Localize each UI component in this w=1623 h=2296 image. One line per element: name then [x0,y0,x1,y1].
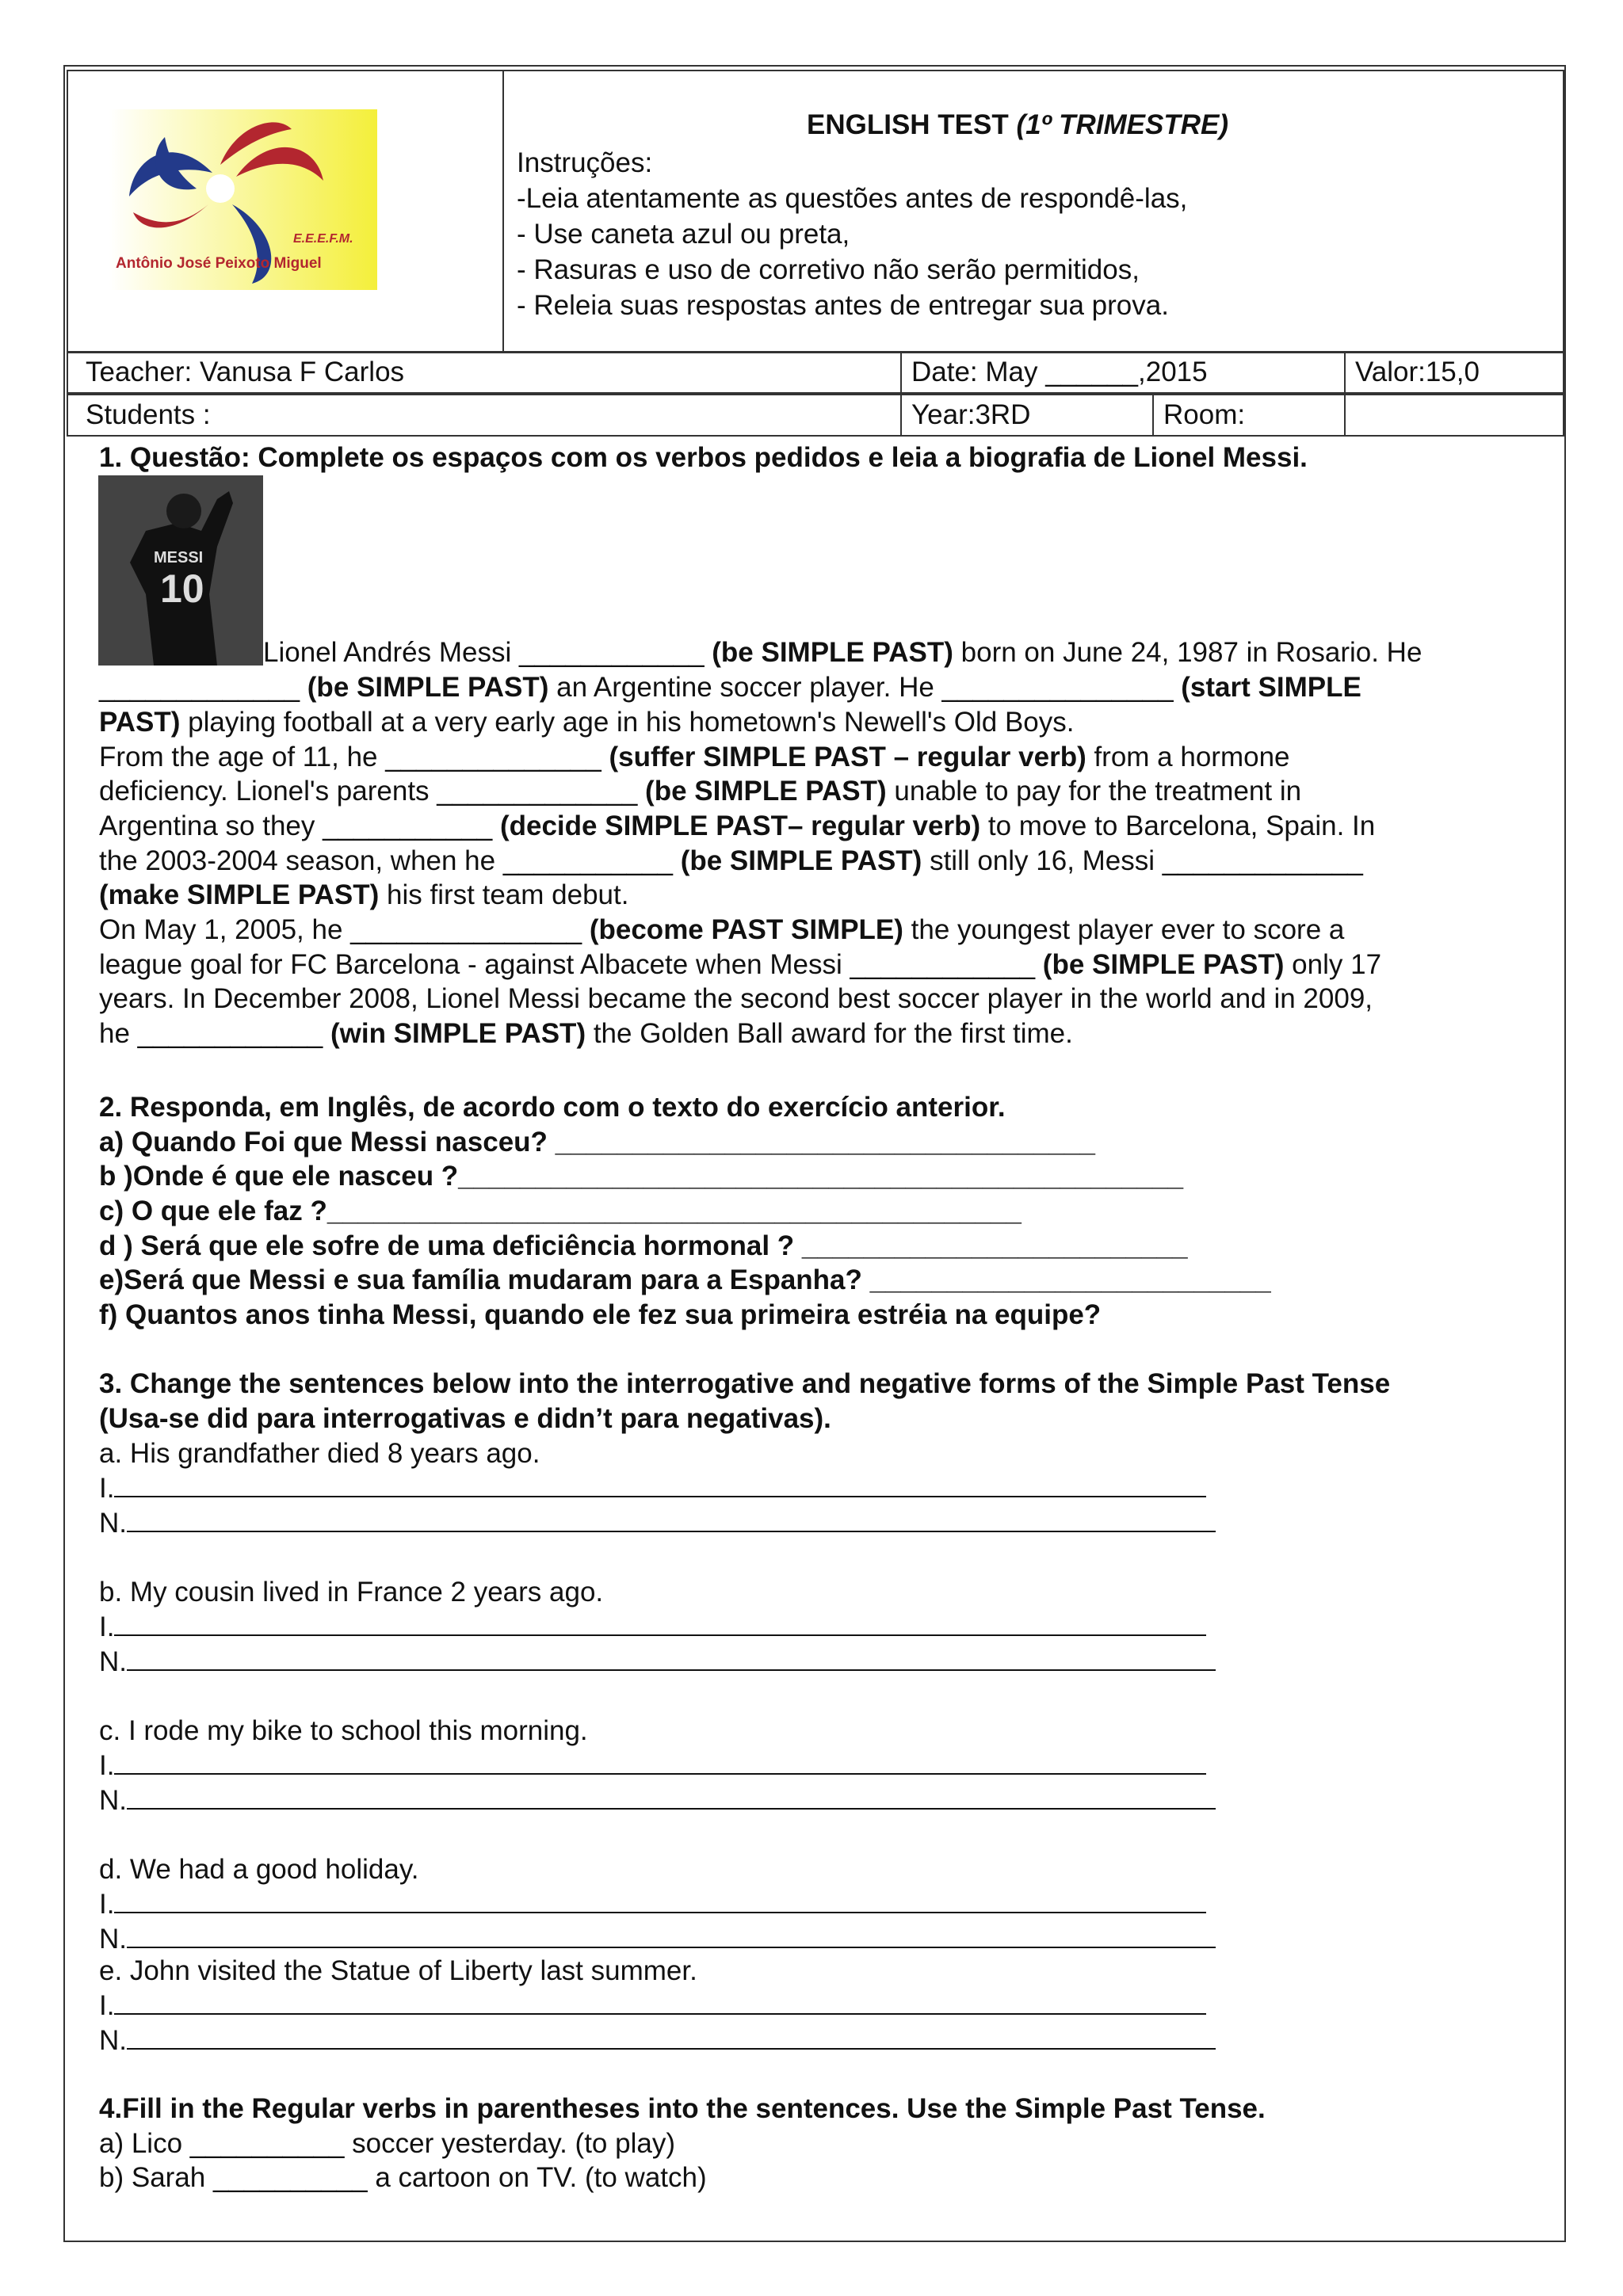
q4-item: b) Sarah __________ a cartoon on TV. (to watch) [99,2162,707,2193]
verb-hint: (win SIMPLE PAST) [330,1018,586,1049]
bio-text: his first team debut. [379,879,629,910]
q3-sentence: d. We had a good holiday. [99,1854,419,1885]
verb-hint: (suffer SIMPLE PAST – regular verb) [609,742,1086,772]
negative-answer-line[interactable] [99,1506,1216,1541]
instruction-item: - Releia suas respostas antes de entregar sua prova. [517,290,1169,321]
answer-label: I. [99,1990,115,2021]
answer-underline[interactable] [114,1888,1206,1913]
q2-item: e)Será que Messi e sua família mudaram para a Espanha? __________________________ [99,1264,1271,1295]
bio-text: to move to Barcelona, Spain. In [980,810,1376,841]
bio-text: the Golden Ball award for the first time. [586,1018,1073,1049]
q1-line [99,809,1375,844]
bio-text: unable to pay for the treatment in [886,776,1302,807]
valor-cell: Valor:15,0 [1344,353,1566,392]
interrogative-answer-line[interactable] [99,1749,1206,1783]
q2-title: 2. Responda, em Inglês, de acordo com o texto do exercício anterior. [99,1092,1006,1123]
negative-answer-line[interactable] [99,1645,1216,1680]
q3-sentence: c. I rode my bike to school this morning. [99,1715,588,1746]
answer-underline[interactable] [127,1923,1216,1948]
verb-hint: (be SIMPLE PAST) [712,637,953,668]
bio-text: still only 16, Messi _____________ [922,845,1363,876]
year-cell: Year:3RD [900,395,1152,435]
q1-line [99,878,628,913]
jersey-number: 10 [160,566,204,611]
bio-text: years. In December 2008, Lionel Messi became the second best soccer player in the world and in 2009, [99,983,1373,1014]
answer-label: N. [99,1508,127,1539]
answer-label: N. [99,2025,127,2056]
negative-answer-line[interactable] [99,1783,1216,1818]
bio-text: Lionel Andrés Messi ____________ [263,637,712,668]
instructions [517,145,1547,323]
bio-text: deficiency. Lionel's parents _____________ [99,776,646,807]
player-silhouette [98,475,263,666]
interrogative-answer-line[interactable] [99,1887,1206,1922]
q2-item: b )Onde é que ele nasceu ?_______________________________________________ [99,1161,1184,1192]
q3-sentence: e. John visited the Statue of Liberty last summer. [99,1955,697,1986]
bio-text: On May 1, 2005, he _______________ [99,914,590,945]
q1-line [99,740,1290,775]
verb-hint: (be SIMPLE PAST) [1042,949,1285,980]
bio-text: Argentina so they ___________ [99,810,500,841]
teacher-cell: Teacher: Vanusa F Carlos [86,357,405,387]
q1-line [99,670,1361,705]
q2-item: f) Quantos anos tinha Messi, quando ele fez sua primeira estréia na equipe? [99,1299,1102,1330]
messi-photo [98,475,263,666]
logo-graphic [109,109,377,290]
answer-underline[interactable] [127,1784,1216,1810]
bio-text: an Argentine soccer player. He _______________ [548,672,1182,703]
q1-line [99,705,1075,740]
students-field: Students : [86,399,211,430]
q3-sentence: a. His grandfather died 8 years ago. [99,1438,540,1469]
jersey-name: MESSI [154,549,204,566]
instruction-item: - Use caneta azul ou preta, [517,219,850,250]
q1-line [99,913,1344,948]
answer-label: I. [99,1750,115,1781]
negative-answer-line[interactable] [99,2023,1216,2058]
room-field: Room: [1152,395,1344,435]
verb-hint: (start SIMPLE [1181,672,1361,703]
bio-text: the 2003-2004 season, when he ___________ [99,845,681,876]
bio-text: league goal for FC Barcelona - against Albacete when Messi ____________ [99,949,1043,980]
q4-title: 4.Fill in the Regular verbs in parentheses into the sentences. Use the Simple Past Tense. [99,2093,1266,2124]
answer-underline[interactable] [127,2024,1216,2050]
q1-line [99,982,1373,1016]
answer-label: N. [99,1924,127,1955]
verb-hint: (decide SIMPLE PAST– regular verb) [499,810,981,841]
bio-text: playing football at a very early age in his hometown's Newell's Old Boys. [180,707,1075,738]
answer-underline[interactable] [127,1646,1216,1671]
interrogative-answer-line[interactable] [99,1471,1206,1506]
answer-label: N. [99,1785,127,1816]
verb-hint: (be SIMPLE PAST) [307,672,549,703]
verb-hint: (be SIMPLE PAST) [645,776,887,807]
negative-answer-line[interactable] [99,1922,1216,1957]
q1-line [263,635,1422,670]
q3-sentence: b. My cousin lived in France 2 years ago. [99,1577,604,1608]
answer-underline[interactable] [114,1989,1206,2015]
interrogative-answer-line[interactable] [99,1610,1206,1645]
answer-label: I. [99,1889,115,1920]
verb-hint: (be SIMPLE PAST) [680,845,922,876]
answer-underline[interactable] [127,1507,1216,1532]
q1-title: 1. Questão: Complete os espaços com os verbos pedidos e leia a biografia de Lionel Messi. [99,442,1308,473]
answer-label: I. [99,1473,115,1504]
info-row-students [67,394,1564,437]
verb-hint: (become PAST SIMPLE) [589,914,903,945]
empty-cell [1344,395,1566,435]
q1-line [99,948,1381,982]
q2-item: d ) Será que ele sofre de uma deficiência hormonal ? _________________________ [99,1230,1188,1261]
bio-text: from a hormone [1086,742,1290,772]
logo-caption-small: E.E.E.F.M. [293,232,353,246]
bio-text: the youngest player ever to score a [903,914,1345,945]
q1-line [99,1016,1073,1051]
q3-title: 3. Change the sentences below into the interrogative and negative forms of the Simple Past Tense [99,1368,1391,1399]
bio-text: From the age of 11, he ______________ [99,742,609,772]
instruction-item: - Rasuras e uso de corretivo não serão permitidos, [517,254,1140,285]
answer-underline[interactable] [114,1749,1206,1775]
verb-hint: (make SIMPLE PAST) [99,879,380,910]
logo-caption-name: Antônio José Peixoto Miguel [116,255,322,272]
answer-underline[interactable] [114,1611,1206,1636]
q2-item: a) Quando Foi que Messi nasceu? ___________________________________ [99,1127,1095,1158]
answer-underline[interactable] [114,1472,1206,1497]
verb-hint: PAST) [99,707,181,738]
q1-line [99,844,1363,879]
bio-text: born on June 24, 1987 in Rosario. He [953,637,1423,668]
test-title [807,109,1228,141]
answer-label: N. [99,1646,127,1677]
instructions-label: Instruções: [517,147,653,178]
q3-subtitle: (Usa-se did para interrogativas e didn’t para negativas). [99,1403,831,1434]
q1-line [99,774,1301,809]
test-title-term: (1º TRIMESTRE) [1016,109,1228,140]
date-field: Date: May ______,2015 [900,353,1344,392]
bio-text: only 17 [1284,949,1382,980]
school-logo [109,109,377,290]
instruction-item: -Leia atentamente as questões antes de respondê-las, [517,183,1188,214]
bio-text: _____________ [99,672,307,703]
bio-text: he ____________ [99,1018,330,1049]
info-row-teacher [67,351,1564,394]
answer-label: I. [99,1611,115,1642]
q2-item: c) O que ele faz ?_____________________________________________ [99,1196,1022,1226]
test-title-main: ENGLISH TEST [807,109,1009,140]
q4-item: a) Lico __________ soccer yesterday. (to play) [99,2128,675,2159]
interrogative-answer-line[interactable] [99,1989,1206,2023]
